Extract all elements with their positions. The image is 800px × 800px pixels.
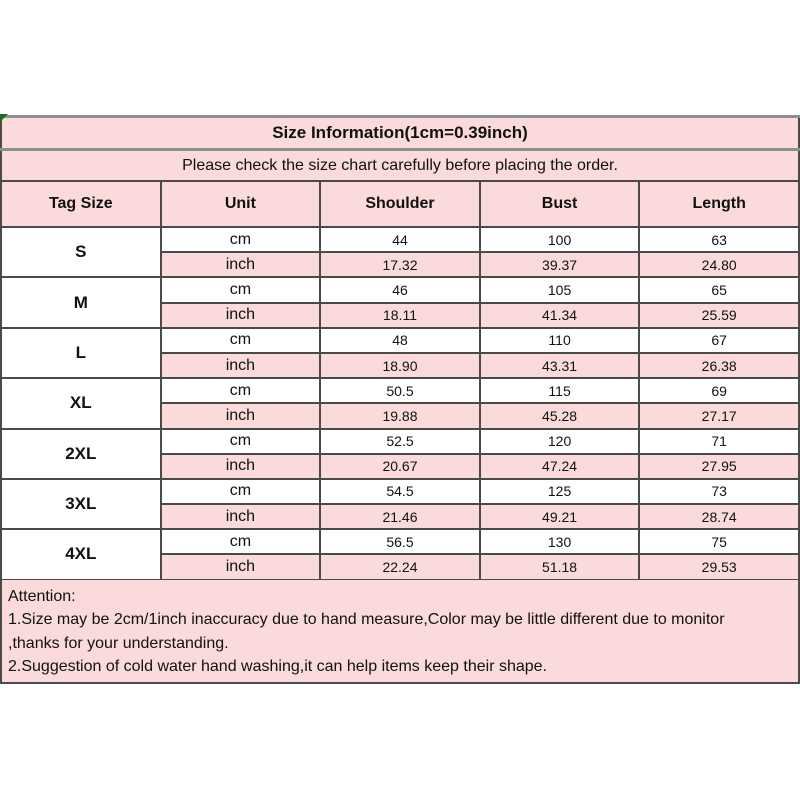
length-cell: 24.80 xyxy=(639,252,799,277)
length-cell: 63 xyxy=(639,227,799,252)
shoulder-cell: 17.32 xyxy=(320,252,480,277)
bust-cell: 51.18 xyxy=(480,554,640,579)
unit-cell: inch xyxy=(161,403,321,428)
attention-heading: Attention: xyxy=(8,588,76,605)
table-subtitle-row xyxy=(1,150,799,182)
table-header-row xyxy=(1,181,799,227)
attention-panel xyxy=(0,580,800,684)
attention-line-3: 2.Suggestion of cold water hand washing,it can help items keep their shape. xyxy=(8,657,547,675)
tag-size-cell: 4XL xyxy=(1,529,161,579)
shoulder-cell: 56.5 xyxy=(320,529,480,554)
shoulder-cell: 50.5 xyxy=(320,378,480,403)
green-corner-mark-icon xyxy=(0,114,8,122)
bust-cell: 41.34 xyxy=(480,303,640,328)
unit-cell: inch xyxy=(161,504,321,529)
tag-size-cell: L xyxy=(1,328,161,378)
length-cell: 75 xyxy=(639,529,799,554)
table-subtitle: Please check the size chart carefully before placing the order. xyxy=(1,150,799,182)
shoulder-cell: 48 xyxy=(320,328,480,353)
bust-cell: 43.31 xyxy=(480,353,640,378)
unit-cell: inch xyxy=(161,454,321,479)
tag-size-cell: 3XL xyxy=(1,479,161,529)
table-row xyxy=(1,479,799,504)
unit-cell: cm xyxy=(161,328,321,353)
shoulder-cell: 22.24 xyxy=(320,554,480,579)
tag-size-cell: 2XL xyxy=(1,429,161,479)
unit-cell: inch xyxy=(161,353,321,378)
column-header-bust: Bust xyxy=(480,181,640,227)
unit-cell: inch xyxy=(161,303,321,328)
tag-size-cell: XL xyxy=(1,378,161,428)
table-row xyxy=(1,378,799,403)
length-cell: 73 xyxy=(639,479,799,504)
column-header-unit: Unit xyxy=(161,181,321,227)
bust-cell: 47.24 xyxy=(480,454,640,479)
table-title-row xyxy=(1,117,799,150)
length-cell: 27.17 xyxy=(639,403,799,428)
unit-cell: cm xyxy=(161,277,321,302)
table-title: Size Information(1cm=0.39inch) xyxy=(1,117,799,150)
bust-cell: 105 xyxy=(480,277,640,302)
table-row xyxy=(1,429,799,454)
column-header-length: Length xyxy=(639,181,799,227)
shoulder-cell: 20.67 xyxy=(320,454,480,479)
shoulder-cell: 46 xyxy=(320,277,480,302)
shoulder-cell: 18.90 xyxy=(320,353,480,378)
size-chart-table xyxy=(0,115,800,581)
bust-cell: 125 xyxy=(480,479,640,504)
attention-line-1: 1.Size may be 2cm/1inch inaccuracy due to hand measure,Color may be little different due to monitor xyxy=(8,611,725,629)
length-cell: 27.95 xyxy=(639,454,799,479)
bust-cell: 100 xyxy=(480,227,640,252)
length-cell: 67 xyxy=(639,328,799,353)
unit-cell: cm xyxy=(161,227,321,252)
length-cell: 29.53 xyxy=(639,554,799,579)
bust-cell: 120 xyxy=(480,429,640,454)
column-header-tag-size: Tag Size xyxy=(1,181,161,227)
bust-cell: 39.37 xyxy=(480,252,640,277)
unit-cell: cm xyxy=(161,429,321,454)
shoulder-cell: 21.46 xyxy=(320,504,480,529)
table-row xyxy=(1,227,799,252)
length-cell: 26.38 xyxy=(639,353,799,378)
bust-cell: 49.21 xyxy=(480,504,640,529)
length-cell: 28.74 xyxy=(639,504,799,529)
length-cell: 71 xyxy=(639,429,799,454)
unit-cell: inch xyxy=(161,554,321,579)
length-cell: 25.59 xyxy=(639,303,799,328)
shoulder-cell: 54.5 xyxy=(320,479,480,504)
unit-cell: cm xyxy=(161,479,321,504)
bust-cell: 130 xyxy=(480,529,640,554)
unit-cell: cm xyxy=(161,378,321,403)
shoulder-cell: 19.88 xyxy=(320,403,480,428)
attention-line-2: ,thanks for your understanding. xyxy=(8,634,229,652)
table-row xyxy=(1,529,799,554)
table-row xyxy=(1,328,799,353)
tag-size-cell: S xyxy=(1,227,161,277)
unit-cell: inch xyxy=(161,252,321,277)
unit-cell: cm xyxy=(161,529,321,554)
length-cell: 65 xyxy=(639,277,799,302)
shoulder-cell: 44 xyxy=(320,227,480,252)
tag-size-cell: M xyxy=(1,277,161,327)
column-header-shoulder: Shoulder xyxy=(320,181,480,227)
length-cell: 69 xyxy=(639,378,799,403)
bust-cell: 110 xyxy=(480,328,640,353)
bust-cell: 45.28 xyxy=(480,403,640,428)
table-row xyxy=(1,277,799,302)
bust-cell: 115 xyxy=(480,378,640,403)
shoulder-cell: 52.5 xyxy=(320,429,480,454)
shoulder-cell: 18.11 xyxy=(320,303,480,328)
